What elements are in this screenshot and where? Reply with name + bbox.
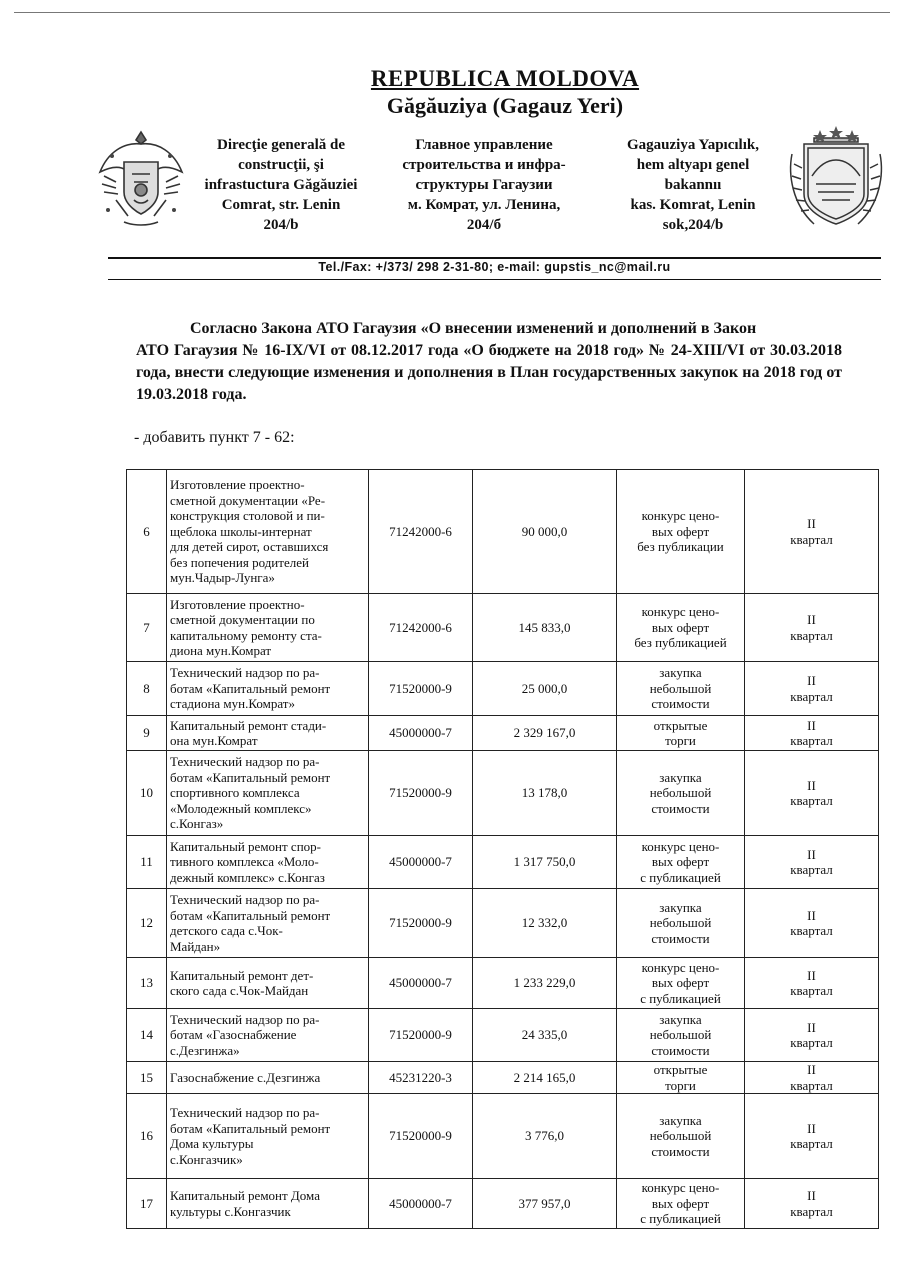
table-row bbox=[127, 1062, 879, 1094]
region-title: Găgăuziya (Gagauz Yeri) bbox=[386, 93, 624, 118]
cell-line: стоимости bbox=[651, 1143, 710, 1159]
row-amount: 13 178,0 bbox=[473, 751, 617, 836]
row-number: 13 bbox=[127, 958, 167, 1009]
cell-line: диона мун.Комрат bbox=[170, 643, 272, 658]
cell-line: квартал bbox=[790, 733, 833, 748]
cell-line: с.Конгаз» bbox=[170, 816, 224, 832]
cell-line: дежный комплекс» с.Конгаз bbox=[170, 869, 325, 885]
republic-title: REPUBLICA MOLDOVA bbox=[370, 66, 640, 91]
row-term bbox=[745, 662, 879, 716]
row-term bbox=[745, 958, 879, 1009]
row-procedure bbox=[617, 751, 745, 836]
cell-line: Капитальный ремонт стади- bbox=[170, 717, 327, 733]
cell-line: вых оферт bbox=[651, 523, 710, 539]
row-amount: 145 833,0 bbox=[473, 594, 617, 662]
row-procedure bbox=[617, 662, 745, 716]
cell-line: квартал bbox=[790, 1136, 833, 1151]
cell-line: Технический надзор по ра- bbox=[170, 665, 320, 681]
row-procedure bbox=[617, 1179, 745, 1229]
row-cpv-code: 71520000-9 bbox=[369, 1094, 473, 1179]
cell-line: стоимости bbox=[651, 1042, 710, 1058]
cell-line: сметной документации «Ре- bbox=[170, 492, 326, 508]
cell-line: для детей сирот, оставшихся bbox=[170, 539, 329, 555]
row-description bbox=[167, 594, 369, 662]
cell-line: конкурс цено- bbox=[641, 1180, 720, 1196]
row-cpv-code: 71242000-6 bbox=[369, 470, 473, 594]
row-term bbox=[745, 889, 879, 958]
cell-line: небольшой bbox=[649, 1128, 712, 1144]
header-column-russian bbox=[388, 135, 580, 235]
cell-line: Газоснабжение с.Дезгинжа bbox=[170, 1069, 321, 1085]
cell-line: торги bbox=[665, 733, 696, 748]
row-procedure bbox=[617, 716, 745, 751]
row-number: 16 bbox=[127, 1094, 167, 1179]
row-procedure bbox=[617, 1062, 745, 1094]
cell-line: II bbox=[807, 516, 816, 531]
cell-line: квартал bbox=[790, 1203, 833, 1219]
cell-line: спортивного комплекса bbox=[170, 785, 300, 801]
table-row bbox=[127, 1009, 879, 1062]
row-description bbox=[167, 662, 369, 716]
row-description bbox=[167, 470, 369, 594]
cell-line: стоимости bbox=[651, 696, 710, 712]
contact-line: Tel./Fax: +/373/ 298 2-31-80; e-mail: gupstis_nc@mail.ru bbox=[318, 260, 671, 274]
cell-line: II bbox=[807, 612, 816, 627]
cell-line: культуры с.Конгазчик bbox=[170, 1203, 291, 1219]
row-amount: 2 214 165,0 bbox=[473, 1062, 617, 1094]
cell-line: ботам «Капитальный ремонт bbox=[170, 907, 331, 923]
cell-line: закупка bbox=[659, 1011, 702, 1027]
table-row bbox=[127, 958, 879, 1009]
row-description bbox=[167, 889, 369, 958]
cell-line: капитальному ремонту ста- bbox=[170, 627, 322, 643]
table-row bbox=[127, 1179, 879, 1229]
row-amount: 24 335,0 bbox=[473, 1009, 617, 1062]
row-description bbox=[167, 1179, 369, 1229]
row-procedure bbox=[617, 1094, 745, 1179]
row-description bbox=[167, 1094, 369, 1179]
row-term bbox=[745, 470, 879, 594]
row-amount: 2 329 167,0 bbox=[473, 716, 617, 751]
table-row bbox=[127, 594, 879, 662]
header-ro-line: construcţii, şi bbox=[238, 157, 324, 173]
intro-paragraph-first-line: Согласно Закона АТО Гагаузия «О внесении изменений и дополнений в Закон bbox=[190, 320, 757, 337]
row-cpv-code: 45231220-3 bbox=[369, 1062, 473, 1094]
header-divider bbox=[108, 257, 881, 259]
row-cpv-code: 71520000-9 bbox=[369, 751, 473, 836]
cell-line: квартал bbox=[790, 627, 833, 643]
cell-line: Майдан» bbox=[170, 938, 221, 954]
cell-line: стадиона мун.Комрат» bbox=[170, 696, 295, 712]
cell-line: вых оферт bbox=[651, 1195, 710, 1211]
row-description bbox=[167, 836, 369, 889]
cell-line: вых оферт bbox=[651, 975, 710, 991]
header-gag-line: hem altyapı genel bbox=[636, 157, 750, 173]
contact-divider bbox=[108, 279, 881, 280]
cell-line: небольшой bbox=[649, 915, 712, 931]
cell-line: вых оферт bbox=[651, 619, 710, 635]
header-gag-line: kas. Komrat, Lenin bbox=[630, 197, 756, 213]
cell-line: с.Конгазчик» bbox=[170, 1151, 243, 1167]
cell-line: II bbox=[807, 777, 816, 793]
cell-line: небольшой bbox=[649, 1027, 712, 1043]
cell-line: закупка bbox=[659, 665, 702, 681]
row-cpv-code: 45000000-7 bbox=[369, 1179, 473, 1229]
cell-line: ботам «Капитальный ремонт bbox=[170, 1120, 331, 1136]
cell-line: Технический надзор по ра- bbox=[170, 754, 320, 770]
cell-line: квартал bbox=[790, 923, 833, 938]
cell-line: II bbox=[807, 1062, 816, 1077]
row-amount: 12 332,0 bbox=[473, 889, 617, 958]
row-cpv-code: 71520000-9 bbox=[369, 1009, 473, 1062]
cell-line: Технический надзор по ра- bbox=[170, 1105, 320, 1120]
row-term bbox=[745, 594, 879, 662]
cell-line: ботам «Капитальный ремонт bbox=[170, 680, 331, 696]
row-description bbox=[167, 958, 369, 1009]
row-term bbox=[745, 1094, 879, 1179]
cell-line: конструкция столовой и пи- bbox=[170, 508, 325, 524]
cell-line: конкурс цено- bbox=[641, 604, 720, 620]
cell-line: Технический надзор по ра- bbox=[170, 892, 320, 907]
row-amount: 90 000,0 bbox=[473, 470, 617, 594]
cell-line: вых оферт bbox=[651, 854, 710, 870]
cell-line: детского сада с.Чок- bbox=[170, 923, 283, 938]
header-column-romanian bbox=[188, 135, 374, 235]
header-ru-line: строительства и инфра- bbox=[402, 157, 566, 173]
cell-line: Капитальный ремонт спор- bbox=[170, 838, 321, 854]
row-cpv-code: 45000000-7 bbox=[369, 716, 473, 751]
row-term bbox=[745, 1009, 879, 1062]
row-number: 15 bbox=[127, 1062, 167, 1094]
header-ro-line: infrastuctura Găgăuziei bbox=[204, 177, 358, 193]
row-cpv-code: 45000000-7 bbox=[369, 836, 473, 889]
row-description bbox=[167, 1009, 369, 1062]
cell-line: с публикацией bbox=[640, 1211, 721, 1227]
row-procedure bbox=[617, 889, 745, 958]
row-term bbox=[745, 1179, 879, 1229]
moldova-coat-of-arms-icon bbox=[94, 126, 188, 234]
cell-line: стоимости bbox=[651, 800, 710, 816]
cell-line: квартал bbox=[790, 793, 833, 808]
header-ru-line: Главное управление bbox=[415, 137, 553, 153]
cell-line: Дома культуры bbox=[170, 1136, 254, 1151]
header-gag-line: Gagauziya Yapıcılık, bbox=[627, 137, 759, 153]
row-amount: 25 000,0 bbox=[473, 662, 617, 716]
cell-line: небольшой bbox=[649, 785, 712, 801]
cell-line: квартал bbox=[790, 688, 833, 704]
row-amount: 3 776,0 bbox=[473, 1094, 617, 1179]
cell-line: небольшой bbox=[649, 680, 712, 696]
row-number: 9 bbox=[127, 716, 167, 751]
cell-line: ского сада с.Чок-Майдан bbox=[170, 983, 309, 998]
row-cpv-code: 71520000-9 bbox=[369, 662, 473, 716]
row-description bbox=[167, 716, 369, 751]
row-term bbox=[745, 716, 879, 751]
table-row bbox=[127, 470, 879, 594]
cell-line: торги bbox=[665, 1077, 696, 1093]
header-ru-line: 204/б bbox=[466, 217, 502, 233]
cell-line: конкурс цено- bbox=[641, 508, 720, 524]
row-number: 7 bbox=[127, 594, 167, 662]
row-term bbox=[745, 751, 879, 836]
cell-line: без попечения родителей bbox=[170, 554, 309, 570]
cell-line: квартал bbox=[790, 1035, 833, 1050]
cell-line: с публикацией bbox=[640, 869, 721, 885]
row-procedure bbox=[617, 958, 745, 1009]
cell-line: стоимости bbox=[651, 930, 710, 946]
cell-line: закупка bbox=[659, 769, 702, 785]
cell-line: II bbox=[807, 717, 816, 733]
row-number: 17 bbox=[127, 1179, 167, 1229]
table-row bbox=[127, 836, 879, 889]
row-cpv-code: 71520000-9 bbox=[369, 889, 473, 958]
table-row bbox=[127, 662, 879, 716]
cell-line: открытые bbox=[653, 717, 708, 733]
cell-line: квартал bbox=[790, 983, 833, 998]
add-item-line: - добавить пункт 7 - 62: bbox=[134, 429, 295, 446]
header-ro-line: Comrat, str. Lenin bbox=[221, 197, 341, 213]
cell-line: II bbox=[807, 1188, 816, 1203]
cell-line: конкурс цено- bbox=[641, 838, 720, 854]
cell-line: Капитальный ремонт дет- bbox=[170, 967, 314, 983]
cell-line: ботам «Газоснабжение bbox=[170, 1027, 297, 1043]
table-row bbox=[127, 751, 879, 836]
row-number: 8 bbox=[127, 662, 167, 716]
table-row bbox=[127, 1094, 879, 1179]
header-gag-line: bakannıı bbox=[664, 177, 722, 193]
row-amount: 377 957,0 bbox=[473, 1179, 617, 1229]
cell-line: ботам «Капитальный ремонт bbox=[170, 769, 331, 785]
cell-line: Изготовление проектно- bbox=[170, 596, 305, 612]
row-amount: 1 233 229,0 bbox=[473, 958, 617, 1009]
cell-line: квартал bbox=[790, 531, 833, 547]
header-ro-line: 204/b bbox=[263, 217, 299, 233]
row-amount: 1 317 750,0 bbox=[473, 836, 617, 889]
cell-line: тивного комплекса «Моло- bbox=[170, 854, 319, 870]
row-procedure bbox=[617, 470, 745, 594]
header-ru-line: структуры Гагаузии bbox=[415, 177, 553, 193]
cell-line: Технический надзор по ра- bbox=[170, 1011, 320, 1027]
cell-line: «Молодежный комплекс» bbox=[170, 800, 312, 816]
table-row bbox=[127, 889, 879, 958]
row-number: 6 bbox=[127, 470, 167, 594]
cell-line: она мун.Комрат bbox=[170, 733, 258, 748]
cell-line: II bbox=[807, 846, 816, 862]
row-number: 12 bbox=[127, 889, 167, 958]
cell-line: II bbox=[807, 1019, 816, 1035]
row-cpv-code: 71242000-6 bbox=[369, 594, 473, 662]
intro-paragraph bbox=[136, 318, 842, 406]
row-description bbox=[167, 1062, 369, 1094]
row-description bbox=[167, 751, 369, 836]
row-number: 10 bbox=[127, 751, 167, 836]
procurement-plan-table bbox=[126, 469, 879, 1229]
cell-line: щеблока школы-интернат bbox=[170, 523, 312, 539]
cell-line: квартал bbox=[790, 862, 833, 877]
row-procedure bbox=[617, 594, 745, 662]
table-row bbox=[127, 716, 879, 751]
cell-line: Капитальный ремонт Дома bbox=[170, 1188, 320, 1203]
header-ro-line: Direcţie generală de bbox=[216, 137, 345, 153]
cell-line: сметной документации по bbox=[170, 612, 315, 627]
cell-line: II bbox=[807, 907, 816, 923]
cell-line: без публикацией bbox=[634, 635, 727, 651]
intro-paragraph-rest: АТО Гагаузия № 16-IX/VI от 08.12.2017 года «О бюджете на 2018 год» № 24-XIII/VI от 30.03.2018 года, внести следующие изменения и дополнения в План государственных закупок на 2018 год от 19.03.2018 года. bbox=[136, 342, 842, 403]
cell-line: открытые bbox=[653, 1062, 708, 1077]
cell-line: конкурс цено- bbox=[641, 959, 720, 975]
header-gag-line: sok,204/b bbox=[662, 217, 724, 233]
row-term bbox=[745, 836, 879, 889]
row-number: 14 bbox=[127, 1009, 167, 1062]
cell-line: II bbox=[807, 673, 816, 688]
cell-line: II bbox=[807, 967, 816, 983]
cell-line: с публикацией bbox=[640, 990, 721, 1006]
cell-line: с.Дезгинжа» bbox=[170, 1042, 240, 1058]
cell-line: квартал bbox=[790, 1077, 833, 1093]
cell-line: без публикации bbox=[637, 539, 724, 555]
row-number: 11 bbox=[127, 836, 167, 889]
row-procedure bbox=[617, 836, 745, 889]
top-scan-line bbox=[14, 12, 890, 13]
header-ru-line: м. Комрат, ул. Ленина, bbox=[407, 197, 561, 213]
row-cpv-code: 45000000-7 bbox=[369, 958, 473, 1009]
header-column-gagauz bbox=[604, 135, 782, 235]
row-term bbox=[745, 1062, 879, 1094]
cell-line: закупка bbox=[659, 1112, 702, 1128]
gagauzia-coat-of-arms-icon bbox=[784, 124, 888, 236]
cell-line: Изготовление проектно- bbox=[170, 477, 305, 493]
cell-line: II bbox=[807, 1120, 816, 1136]
cell-line: закупка bbox=[659, 899, 702, 915]
cell-line: мун.Чадыр-Лунга» bbox=[170, 570, 275, 586]
row-procedure bbox=[617, 1009, 745, 1062]
